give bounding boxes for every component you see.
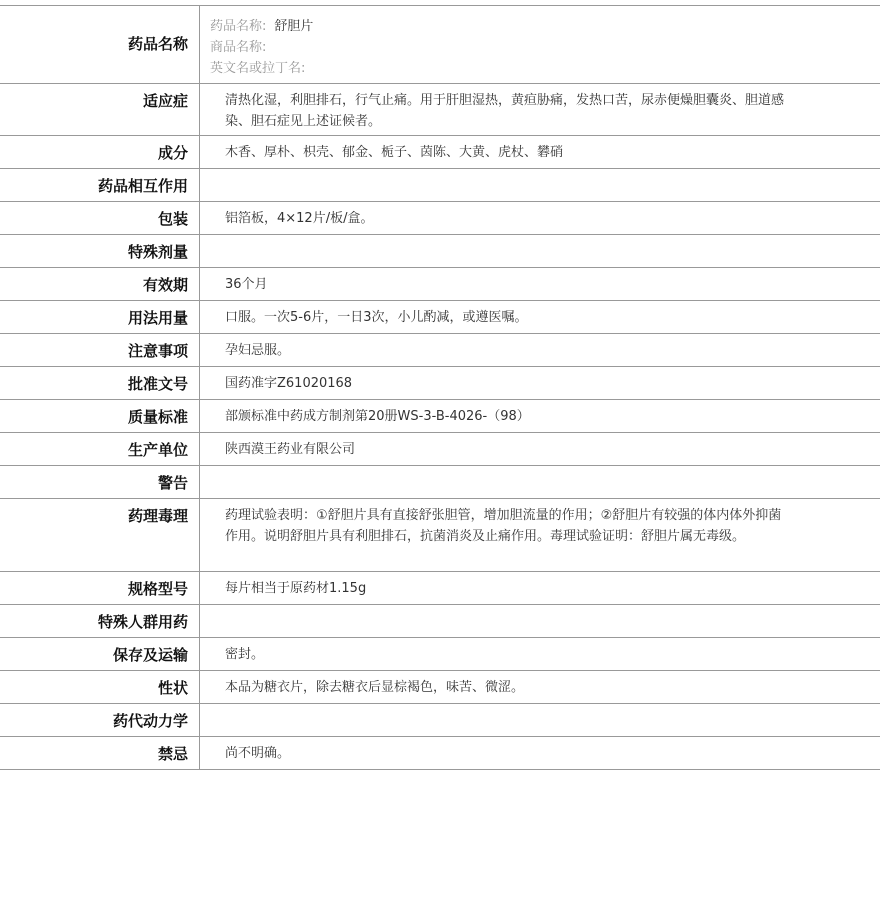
row-value: 木香、厚朴、枳壳、郁金、栀子、茵陈、大黄、虎杖、礬硝: [225, 145, 564, 160]
row-label: 适应症: [0, 84, 200, 135]
row-ingredients: [0, 136, 880, 169]
row-label: 保存及运输: [0, 638, 200, 670]
row-label: 用法用量: [0, 301, 200, 333]
row-quality-standard: [0, 400, 880, 433]
row-specification: [0, 572, 880, 605]
row-pharmacokinetics: [0, 704, 880, 737]
row-value: 本品为糖衣片，除去糖衣后显棕褐色，味苦、微涩。: [225, 680, 525, 695]
row-value: [200, 235, 880, 267]
name-key: 英文名或拉丁名:: [210, 61, 306, 76]
row-label: 药理毒理: [0, 499, 200, 571]
row-label: 生产单位: [0, 433, 200, 465]
row-label: 规格型号: [0, 572, 200, 604]
row-pharmacology: [0, 499, 880, 572]
row-value: 药理试验表明：①舒胆片具有直接舒张胆管，增加胆流量的作用；②舒胆片有较强的体内体外抑菌作用。说明舒胆片具有利胆排石，抗菌消炎及止痛作用。毒理试验证明：舒胆片属无毒级。: [225, 508, 782, 544]
drug-name-values: [200, 6, 880, 83]
row-special-populations: [0, 605, 880, 638]
row-label: 特殊剂量: [0, 235, 200, 267]
row-value: [200, 169, 880, 201]
row-label: 性状: [0, 671, 200, 703]
row-drug-name: [0, 6, 880, 84]
row-value: 清热化湿，利胆排石，行气止痛。用于肝胆湿热，黄疸胁痛，发热口苦，尿赤便燥胆囊炎、胆道感染、胆石症见上述证候者。: [225, 93, 785, 129]
row-value: 铝箔板，4×12片/板/盒。: [225, 211, 374, 226]
row-value: [200, 605, 880, 637]
row-label: 药代动力学: [0, 704, 200, 736]
row-packaging: [0, 202, 880, 235]
row-interactions: [0, 169, 880, 202]
row-value: 陕西漠王药业有限公司: [225, 442, 356, 457]
row-manufacturer: [0, 433, 880, 466]
row-label: 批准文号: [0, 367, 200, 399]
row-precautions: [0, 334, 880, 367]
row-value: 部颁标准中药成方制剂第20册WS-3-B-4026-（98）: [225, 409, 530, 424]
row-label: 药品名称: [0, 6, 200, 83]
row-label: 成分: [0, 136, 200, 168]
name-key: 药品名称:: [210, 19, 267, 34]
row-label: 注意事项: [0, 334, 200, 366]
row-label: 有效期: [0, 268, 200, 300]
row-label: 禁忌: [0, 737, 200, 769]
latin-name-line: [210, 58, 880, 79]
drug-name-line: [210, 16, 880, 37]
row-label: 警告: [0, 466, 200, 498]
row-value: 每片相当于原药材1.15g: [225, 581, 367, 596]
row-dosage: [0, 301, 880, 334]
row-value: 36个月: [225, 277, 268, 292]
drug-spec-table: [0, 5, 880, 770]
row-value: [200, 704, 880, 736]
row-label: 质量标准: [0, 400, 200, 432]
row-special-dosage: [0, 235, 880, 268]
row-value: [200, 466, 880, 498]
row-label: 药品相互作用: [0, 169, 200, 201]
row-indications: [0, 84, 880, 136]
row-value: 密封。: [225, 647, 265, 662]
row-label: 特殊人群用药: [0, 605, 200, 637]
trade-name-line: [210, 37, 880, 58]
row-contraindications: [0, 737, 880, 770]
row-value: 国药准字Z61020168: [225, 376, 353, 391]
row-value: 口服。一次5-6片，一日3次，小儿酌减，或遵医嘱。: [225, 310, 528, 325]
row-value: 尚不明确。: [225, 746, 291, 761]
row-label: 包装: [0, 202, 200, 234]
name-value: 舒胆片: [274, 19, 314, 34]
row-storage: [0, 638, 880, 671]
row-warning: [0, 466, 880, 499]
row-approval-number: [0, 367, 880, 400]
row-value: 孕妇忌服。: [225, 343, 291, 358]
row-expiry: [0, 268, 880, 301]
row-description: [0, 671, 880, 704]
name-key: 商品名称:: [210, 40, 267, 55]
